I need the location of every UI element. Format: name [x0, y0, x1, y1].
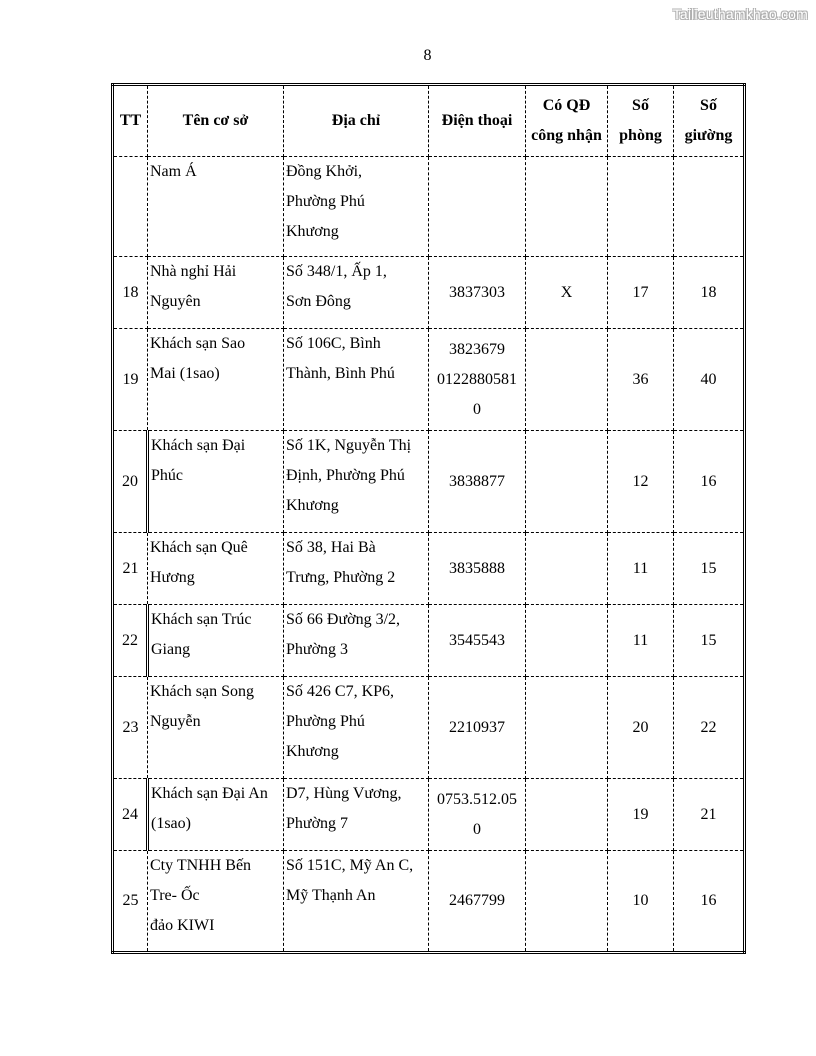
watermark: Tailieuthamkhao.com [672, 6, 808, 22]
cell-address-line: Trưng, Phường 2 [286, 569, 396, 586]
cell-name-line: Nguyên [150, 293, 201, 310]
cell-address [284, 257, 429, 329]
cell-name [148, 779, 284, 851]
cell-name-line: Khách sạn Đại [151, 437, 246, 454]
cell-address-line: Khương [286, 497, 339, 514]
cell-phone [429, 605, 526, 677]
cell-rooms: 19 [608, 779, 674, 851]
cell-address-line: Mỹ Thạnh An [286, 887, 376, 904]
table-row [113, 431, 745, 533]
cell-name-line: Tre- Ốc [150, 887, 200, 904]
cell-address [284, 779, 429, 851]
cell-tt: 24 [113, 779, 148, 851]
cell-name-line: Giang [151, 641, 191, 658]
cell-address-line: Số 151C, Mỹ An C, [286, 857, 414, 874]
cell-address-line: Phường 3 [286, 641, 349, 658]
cell-decision [526, 677, 608, 779]
accommodation-table [111, 83, 746, 954]
header-rooms [608, 85, 674, 157]
cell-decision [526, 779, 608, 851]
cell-rooms: 20 [608, 677, 674, 779]
table-row [113, 677, 745, 779]
cell-phone-line: 0 [473, 400, 481, 418]
cell-address-line: Định, Phường Phú [286, 467, 405, 484]
cell-address-line: Số 38, Hai Bà [286, 539, 376, 556]
cell-phone [429, 157, 526, 257]
cell-name-line: Hương [150, 569, 195, 586]
cell-tt: 19 [113, 329, 148, 431]
header-phone: Điện thoại [429, 85, 526, 157]
header-decision-line-2: công nhận [531, 127, 602, 144]
cell-address-line: Số 1K, Nguyễn Thị [286, 437, 412, 454]
cell-beds: 40 [674, 329, 745, 431]
cell-name-line: Mai (1sao) [150, 365, 220, 382]
cell-beds: 15 [674, 605, 745, 677]
cell-address [284, 157, 429, 257]
header-decision [526, 85, 608, 157]
cell-decision [526, 605, 608, 677]
cell-phone-line: 3545543 [449, 631, 505, 649]
cell-address-line: Thành, Bình Phú [286, 365, 395, 382]
cell-address [284, 605, 429, 677]
cell-name [148, 257, 284, 329]
cell-name-line: đảo KIWI [150, 917, 215, 934]
cell-phone-line: 3823679 [449, 340, 505, 358]
cell-address-line: Số 348/1, Ấp 1, [286, 263, 387, 280]
cell-tt: 18 [113, 257, 148, 329]
cell-address [284, 329, 429, 431]
cell-address-line: Khương [286, 223, 339, 240]
cell-name-line: Khách sạn Sao [150, 335, 246, 352]
cell-address-line: Phường Phú [286, 713, 365, 730]
cell-tt: 21 [113, 533, 148, 605]
cell-rooms: 11 [608, 605, 674, 677]
cell-beds: 18 [674, 257, 745, 329]
header-beds [674, 85, 745, 157]
header-address: Địa chỉ [284, 85, 429, 157]
cell-name [148, 605, 284, 677]
cell-rooms: 36 [608, 329, 674, 431]
header-beds-line-1: Số [700, 97, 717, 114]
cell-address-line: D7, Hùng Vương, [286, 785, 402, 802]
cell-phone-line: 3835888 [449, 559, 505, 577]
cell-address [284, 851, 429, 953]
cell-rooms: 12 [608, 431, 674, 533]
cell-decision [526, 329, 608, 431]
cell-name-line: Khách sạn Trúc [151, 611, 252, 628]
table-row [113, 605, 745, 677]
table-row [113, 257, 745, 329]
cell-name [148, 157, 284, 257]
cell-name-line: Nguyễn [150, 713, 201, 730]
table-row [113, 851, 745, 953]
table-header-row [113, 85, 745, 157]
cell-name-line: Khách sạn Đại An [151, 785, 268, 802]
cell-phone [429, 329, 526, 431]
cell-phone [429, 257, 526, 329]
cell-name [148, 329, 284, 431]
cell-beds: 16 [674, 431, 745, 533]
cell-address-line: Số 426 C7, KP6, [286, 683, 395, 700]
cell-name [148, 677, 284, 779]
cell-beds: 21 [674, 779, 745, 851]
cell-address-line: Số 106C, Bình [286, 335, 381, 352]
header-beds-line-2: giường [684, 127, 733, 144]
cell-rooms: 10 [608, 851, 674, 953]
table-row [113, 779, 745, 851]
cell-name-line: Khách sạn Quê [150, 539, 248, 556]
cell-beds [674, 157, 745, 257]
cell-name [148, 851, 284, 953]
header-rooms-line-2: phòng [619, 127, 662, 144]
cell-decision [526, 851, 608, 953]
cell-rooms: 11 [608, 533, 674, 605]
cell-address [284, 431, 429, 533]
cell-phone-line: 0753.512.05 [437, 790, 517, 808]
cell-address [284, 677, 429, 779]
cell-name-line: (1sao) [151, 815, 191, 832]
cell-address-line: Phường 7 [286, 815, 349, 832]
header-name: Tên cơ sở [148, 85, 284, 157]
cell-phone [429, 677, 526, 779]
table-row [113, 533, 745, 605]
cell-phone [429, 431, 526, 533]
cell-decision [526, 431, 608, 533]
cell-name-line: Nam Á [150, 163, 197, 180]
cell-tt: 23 [113, 677, 148, 779]
cell-phone-line: 3838877 [449, 472, 505, 490]
cell-decision [526, 533, 608, 605]
cell-phone [429, 533, 526, 605]
cell-tt: 22 [113, 605, 148, 677]
cell-name-line: Phúc [151, 467, 183, 484]
cell-rooms: 17 [608, 257, 674, 329]
cell-address [284, 533, 429, 605]
cell-name-line: Khách sạn Song [150, 683, 254, 700]
cell-phone [429, 779, 526, 851]
header-tt: TT [113, 85, 148, 157]
table-row [113, 329, 745, 431]
cell-phone-line: 0122880581 [437, 370, 517, 388]
cell-tt: 25 [113, 851, 148, 953]
header-decision-line-1: Có QĐ [542, 97, 591, 114]
page-number: 8 [423, 47, 432, 64]
cell-name-line: Cty TNHH Bến [150, 857, 252, 874]
cell-beds: 16 [674, 851, 745, 953]
cell-beds: 15 [674, 533, 745, 605]
cell-address-line: Số 66 Đường 3/2, [286, 611, 401, 628]
table-row [113, 157, 745, 257]
cell-decision [526, 157, 608, 257]
cell-rooms [608, 157, 674, 257]
cell-address-line: Khương [286, 743, 339, 760]
cell-tt [113, 157, 148, 257]
cell-tt: 20 [113, 431, 148, 533]
cell-name [148, 431, 284, 533]
cell-phone-line: 2467799 [449, 892, 505, 909]
cell-phone-line: 3837303 [449, 283, 505, 301]
header-rooms-line-1: Số [632, 97, 649, 114]
cell-phone-line: 2210937 [449, 718, 505, 736]
cell-phone [429, 851, 526, 953]
cell-name-line: Nhà nghỉ Hải [150, 263, 237, 280]
cell-decision: X [526, 257, 608, 329]
cell-beds: 22 [674, 677, 745, 779]
cell-address-line: Đồng Khởi, [286, 163, 363, 180]
cell-address-line: Phường Phú [286, 193, 365, 210]
cell-phone-line: 0 [473, 820, 481, 838]
cell-address-line: Sơn Đông [286, 293, 351, 310]
cell-name [148, 533, 284, 605]
table-body [113, 157, 745, 953]
